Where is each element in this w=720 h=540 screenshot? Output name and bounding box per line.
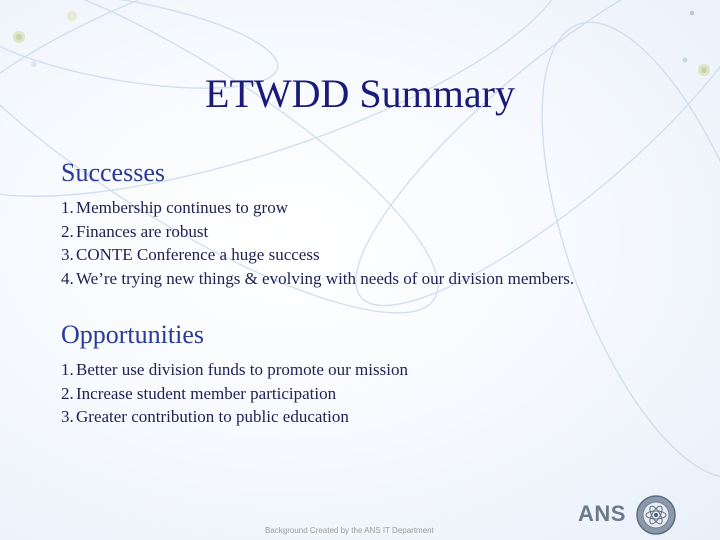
opportunities-heading: Opportunities: [61, 320, 204, 349]
successes-list: [61, 196, 701, 290]
item-text: Finances are robust: [76, 221, 209, 241]
list-item: [61, 243, 701, 267]
list-item: [61, 220, 701, 244]
list-item: [61, 196, 701, 220]
item-number: 1.: [61, 198, 74, 217]
ans-logo-text: ANS: [578, 501, 626, 526]
item-number: 1.: [61, 360, 74, 379]
item-text: Greater contribution to public education: [76, 407, 349, 426]
list-item: [61, 405, 701, 429]
item-text: We’re trying new things & evolving with needs of our division members.: [76, 268, 575, 288]
item-text: Increase student member participation: [76, 383, 337, 403]
list-item: [61, 358, 701, 382]
successes-heading: Successes: [61, 158, 165, 187]
opportunities-section: [61, 318, 701, 429]
electron-dots-right: [683, 11, 711, 76]
item-text: Membership continues to grow: [76, 198, 288, 217]
ans-logo: [578, 494, 688, 536]
background-credit: Background Created by the ANS IT Department: [265, 526, 434, 535]
opportunities-list: [61, 358, 701, 429]
ans-seal-icon: [634, 494, 678, 536]
slide-title: ETWDD Summary: [205, 71, 515, 116]
item-text: CONTE Conference a huge success: [76, 245, 320, 264]
item-number: 2.: [61, 221, 74, 241]
list-item: [61, 267, 701, 291]
item-number: 4.: [61, 268, 74, 288]
item-number: 3.: [61, 245, 74, 264]
item-number: 3.: [61, 407, 74, 426]
list-item: [61, 382, 701, 406]
successes-section: [61, 156, 701, 290]
item-number: 2.: [61, 383, 74, 403]
item-text: Better use division funds to promote our mission: [76, 360, 408, 379]
